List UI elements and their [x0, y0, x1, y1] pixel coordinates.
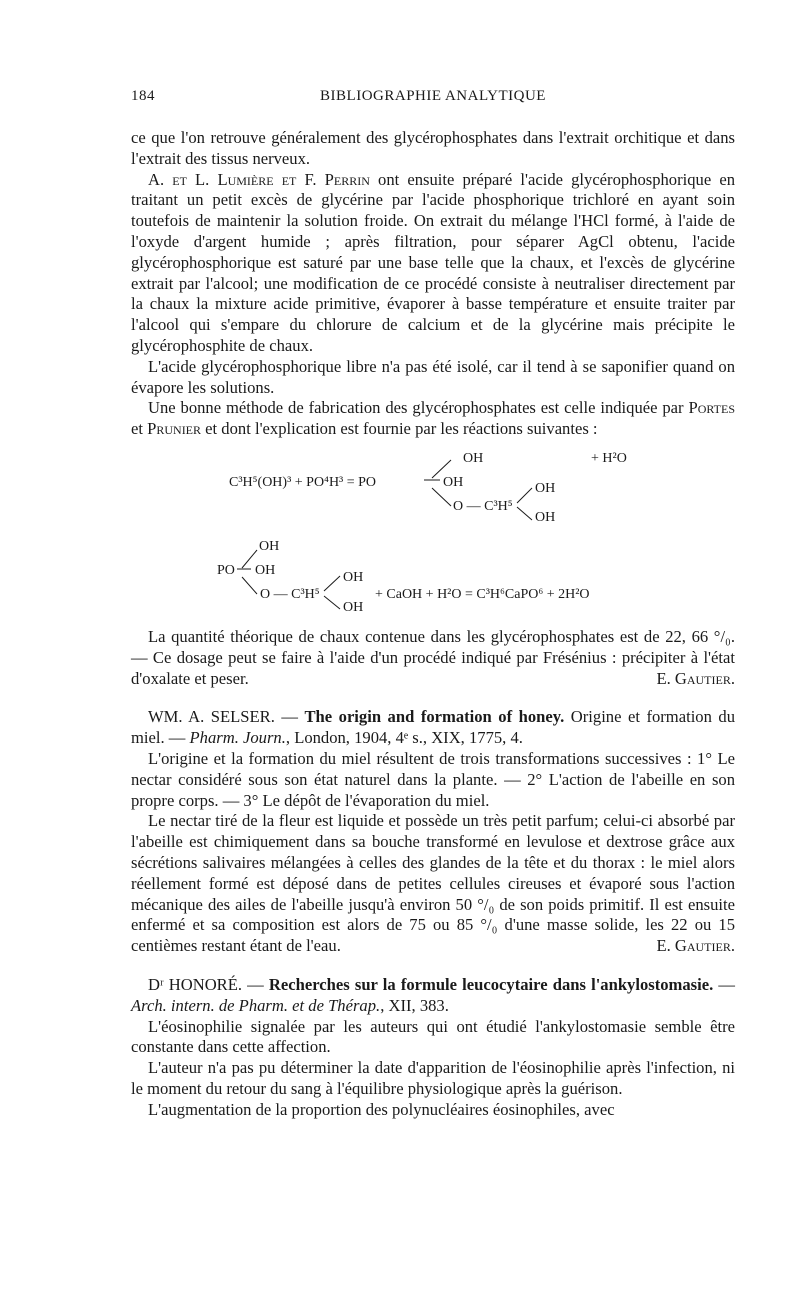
oh-label: OH	[535, 510, 556, 525]
journal-name: Arch. intern. de Pharm. et de Thérap.	[131, 995, 381, 1015]
entry-text: , XII, 383.	[380, 995, 449, 1015]
entry-text: , London, 1904, 4ᵉ s., XIX, 1775, 4.	[285, 728, 523, 748]
text-block-1	[131, 128, 735, 440]
bond	[517, 507, 532, 520]
paragraph-lumiere	[131, 170, 735, 357]
paragraph-text: ont ensuite préparé l'acide glycérophosphorique en traitant un petit excès de glycérine par l'acide phosphorique trichloré en ayant soin toutefois de maintenir la solution froide. On extrait du mélange l'HCl formé, à l'aide de l'oxyde d'argent humide ; après filtration, pour séparer AgCl obtenu, l'acide glycérophosphorique est saturé par une base telle que la chaux, et l'excès de glycérine extrait par l'alcool; une modification de ce procédé consiste à neutraliser directement par la chaux la mixture acide primitive, évaporer à basse température et ensuite traiter par l'alcool qui s'empare du chlorure de calcium et de la glycérine mais précipite le glycérophosphite de chaux.	[131, 169, 735, 355]
reaction-1-left: C³H⁵(OH)³ + PO⁴H³ = PO	[229, 475, 377, 490]
entry-heading-selser	[131, 707, 735, 749]
running-title: BIBLIOGRAPHIE ANALYTIQUE	[320, 88, 546, 104]
spacer	[131, 689, 735, 707]
paragraph-text: Une bonne méthode de fabrication des glycérophosphates est celle indiquée par	[148, 398, 689, 418]
paragraph-dosage	[131, 627, 735, 689]
bond	[324, 576, 340, 591]
page-number: 184	[131, 88, 155, 104]
paragraph: L'auteur n'a pas pu déterminer la date d'apparition de l'éosinophilie après l'infection, ni le moment du retour du sang à l'équilibre physiologique après la guérison.	[131, 1058, 735, 1098]
bond	[242, 577, 257, 594]
paragraph: L'origine et la formation du miel résultent de trois transformations successives : 1° Le nectar considéré sous son état naturel dans la plante. — 2° L'action de l'abeille en son propre corps. — 3° Le dépôt de l'évaporation du miel.	[131, 748, 735, 810]
text-block-2	[131, 627, 735, 1121]
paragraph: ce que l'on retrouve généralement des glycérophosphates dans l'extrait orchitique et dans l'extrait des tissus nerveux.	[131, 128, 735, 168]
oh-label: OH	[255, 563, 276, 578]
oh-label: OH	[343, 600, 364, 615]
oh-label: OH	[259, 539, 280, 554]
entry-title: Recherches sur la formule leucocytaire dans l'ankylostomasie.	[268, 974, 714, 994]
paragraph-text: et	[131, 419, 148, 439]
spacer	[131, 957, 735, 975]
paragraph-portes	[131, 398, 735, 440]
oh-label: OH	[343, 570, 364, 585]
paragraph: L'augmentation de la proportion des polynucléaires éosinophiles, avec	[148, 1099, 615, 1119]
page-header	[131, 88, 735, 108]
po-label: PO	[217, 563, 235, 578]
journal-name: Pharm. Journ.	[189, 728, 286, 748]
author-names: A. et L. Lumière et F. Perrin	[148, 169, 370, 189]
author-name: Prunier	[147, 419, 202, 439]
entry-title: The origin and formation of honey.	[304, 707, 565, 727]
entry-text: Origine et formation du miel. —	[131, 707, 735, 748]
paragraph-text: La quantité théorique de chaux contenue dans les glycérophosphates est de 22, 66 °/₀. — Ce dosage peut se faire à l'aide d'un procédé indiqué par Frésénius : précipiter à l'état d'oxalate et peser.	[131, 627, 735, 688]
oh-label: OH	[463, 451, 484, 466]
o-c3h5: O — C³H⁵	[260, 587, 320, 602]
paragraph-text: Le nectar tiré de la fleur est liquide et possède un très petit parfum; celui-ci absorbé par l'abeille est chimiquement dans sa bouche transformé en levulose et dextrose grâce aux sécrétions salivaires mélangées à celles des glandes de la tête et du thorax : le miel alors réellement formé est déposé dans de petites cellules cireuses et évaporé sous l'action mécanique des ailes de l'abeille jusqu'à environ 50 °/₀ de son poids primitif. Il est ensuite enfermé et sa composition est alors de 75 ou 85 °/₀ d'une masse solide, les 22 ou 15 centièmes restant étant de l'eau.	[131, 811, 735, 956]
bond	[517, 488, 532, 503]
bond	[324, 596, 340, 609]
paragraph: L'éosinophilie signalée par les auteurs qui ont étudié l'ankylostomasie semble être constante dans cette affection.	[131, 1016, 735, 1057]
reaction-formulas	[131, 448, 735, 628]
h2o-term: + H²O	[591, 451, 627, 466]
author-name: Portes	[688, 398, 735, 418]
entry-author: Dʳ HONORÉ. —	[148, 974, 269, 994]
oh-label: OH	[443, 475, 464, 490]
entry-author: WM. A. SELSER. —	[148, 707, 305, 727]
signature: E. Gautier.	[656, 668, 735, 688]
entry-text: —	[713, 974, 735, 994]
bond	[432, 488, 451, 506]
o-c3h5: O — C³H⁵	[453, 499, 513, 514]
signature: E. Gautier.	[656, 936, 735, 956]
oh-label: OH	[535, 481, 556, 496]
paragraph-nectar	[131, 811, 735, 957]
paragraph-text: et dont l'explication est fournie par les réactions suivantes :	[201, 419, 598, 439]
reaction-2-right: + CaOH + H²O = C³H⁶CaPO⁶ + 2H²O	[375, 587, 590, 602]
paragraph: L'acide glycérophosphorique libre n'a pas été isolé, car il tend à se saponifier quand on évapore les solutions.	[131, 356, 735, 397]
entry-heading-honore	[131, 975, 735, 1017]
